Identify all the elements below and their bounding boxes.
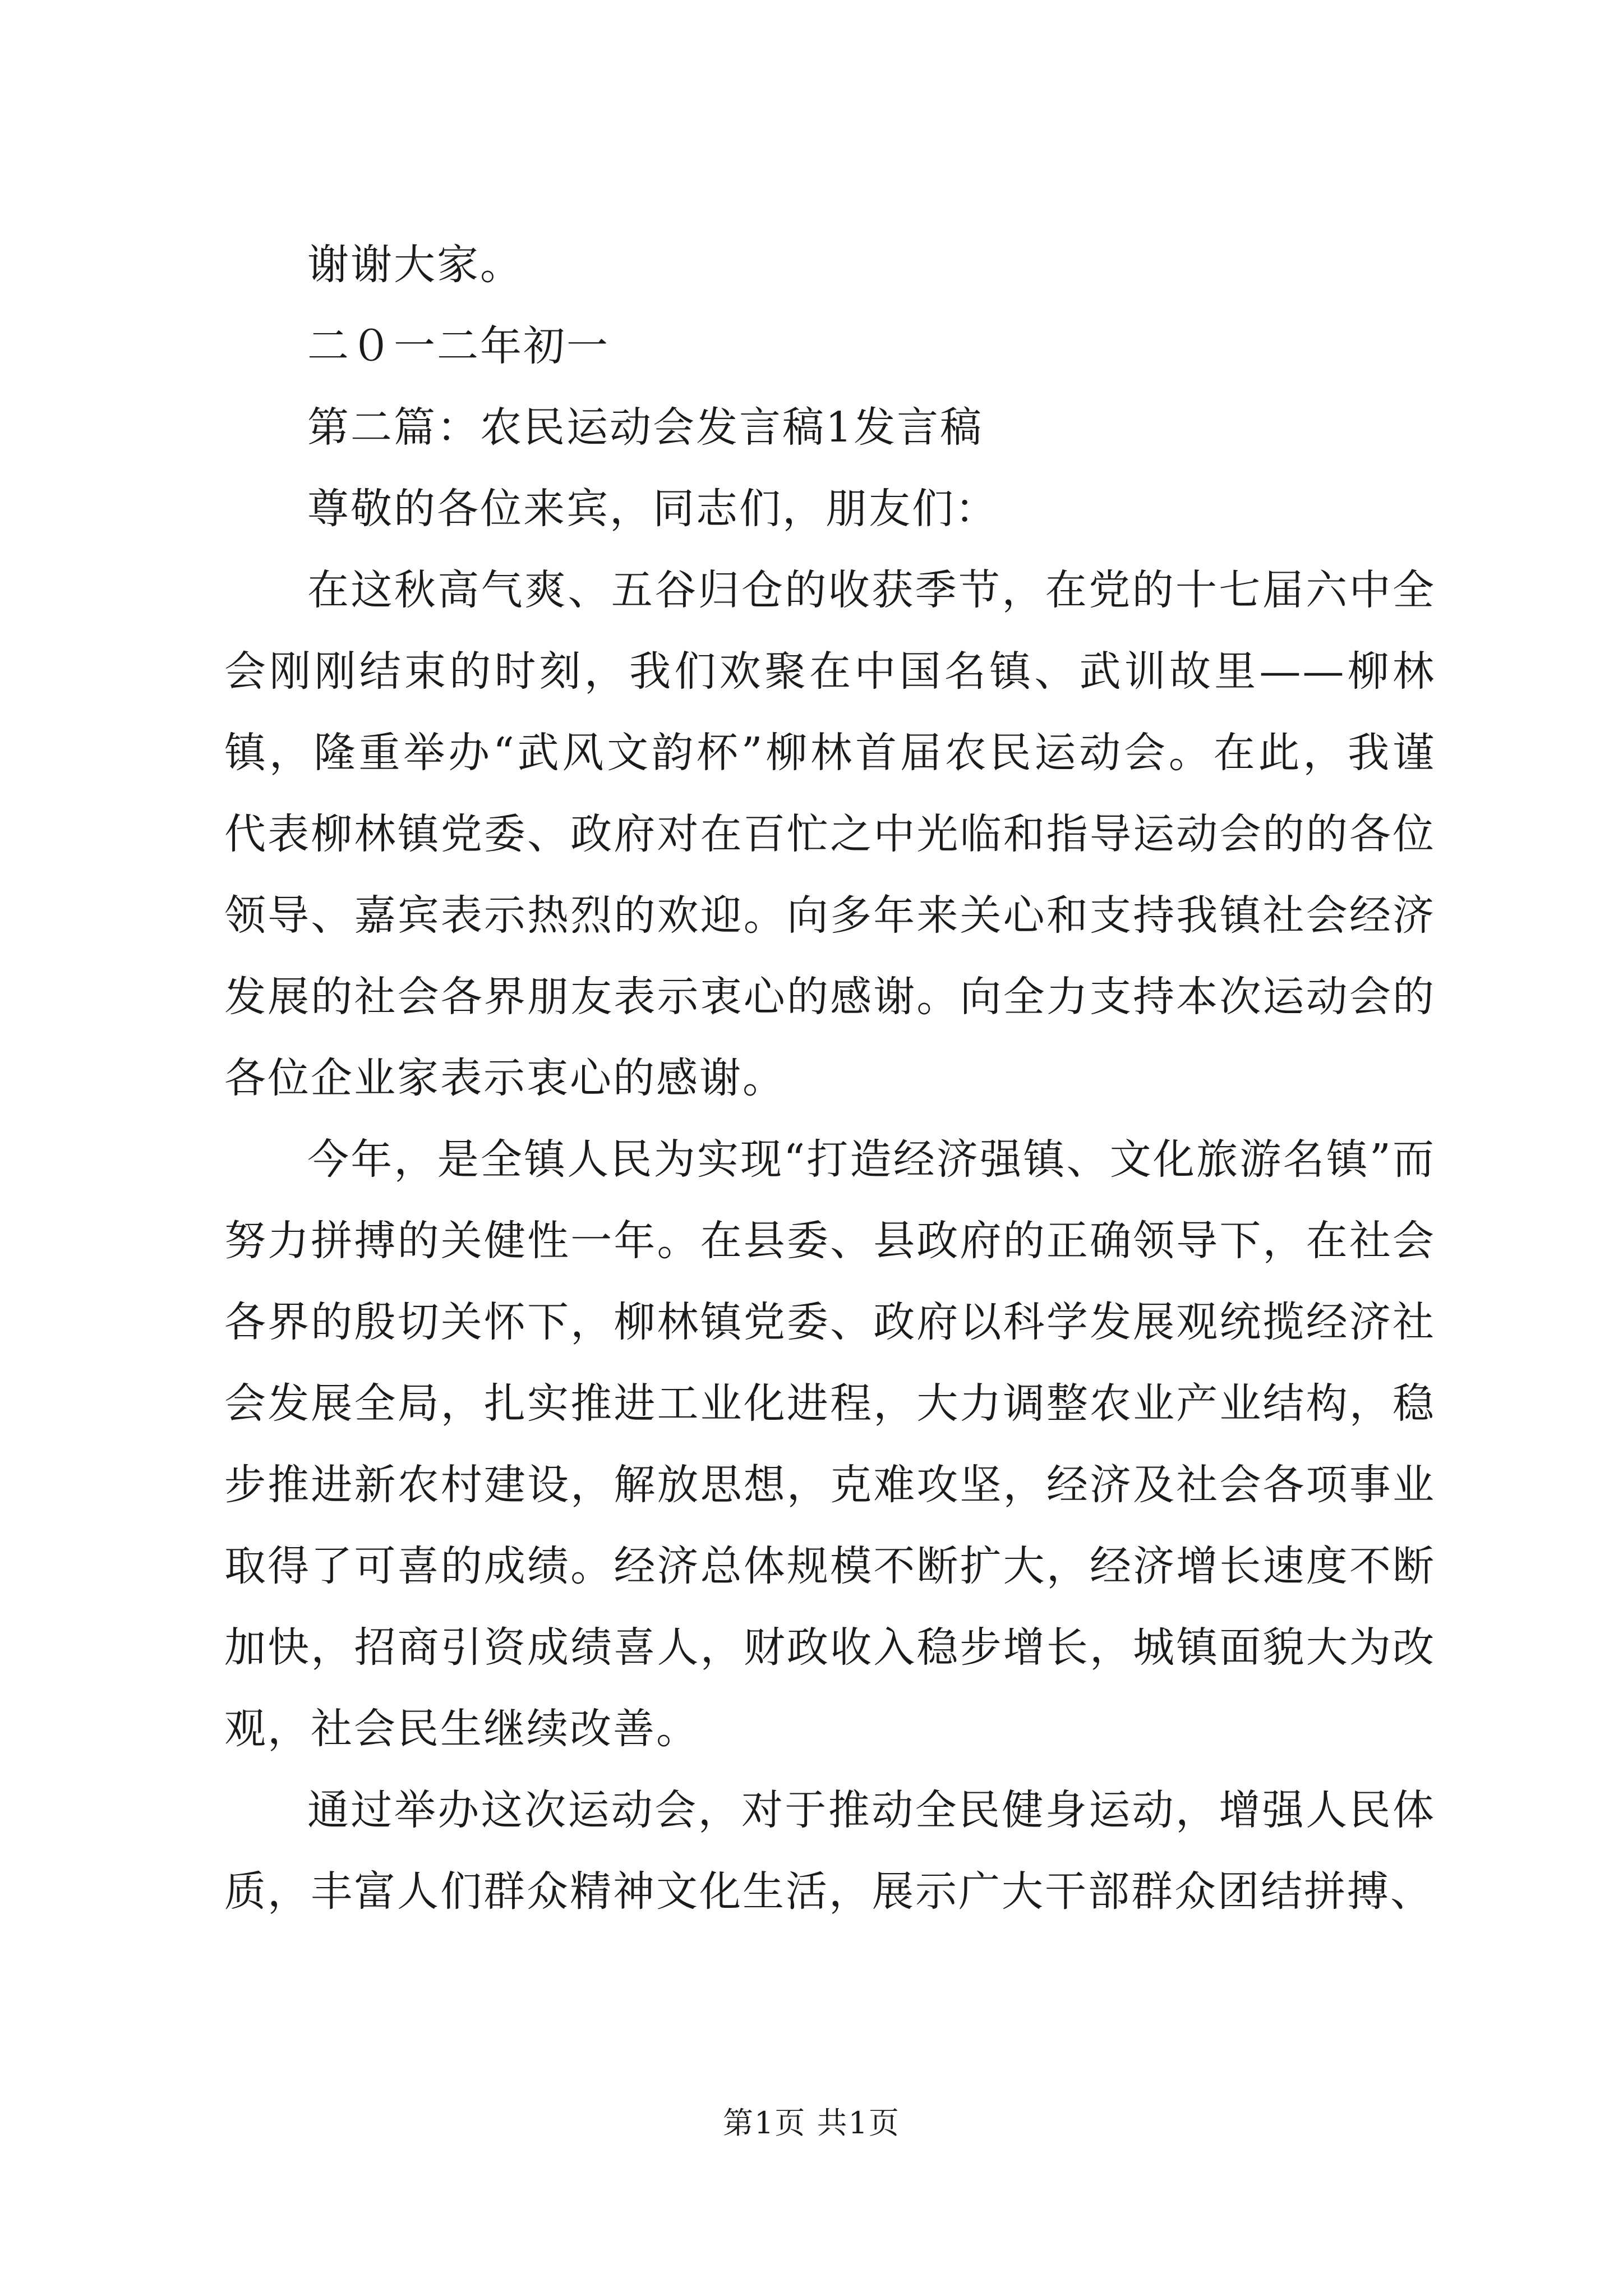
paragraph-salutation: 尊敬的各位来宾，同志们，朋友们：	[307, 485, 998, 533]
paragraph-significance: 通过举办这次运动会，对于推动全民健身运动，增强人民体质，丰富人们群众精神文化生活，展示广大干部群众团结拼搏、	[224, 1786, 1436, 1916]
document-body	[224, 224, 1436, 1932]
page-footer	[0, 2104, 1623, 2143]
paragraph-welcome: 在这秋高气爽、五谷归仓的收获季节，在党的十七届六中全会刚刚结束的时刻，我们欢聚在中国名镇、武训故里——柳林镇，隆重举办“武风文韵杯”柳林首届农民运动会。在此，我谨代表柳林镇党委、政府对在百忙之中光临和指导运动会的的各位领导、嘉宾表示热烈的欢迎。向多年来关心和支持我镇社会经济发展的社会各界朋友表示衷心的感谢。向全力支持本次运动会的各位企业家表示衷心的感谢。	[224, 566, 1436, 1102]
page-number-label: 第1页 共1页	[723, 2105, 900, 2141]
paragraph-thanks: 谢谢大家。	[307, 241, 523, 289]
paragraph-section-title: 第二篇：农民运动会发言稿1发言稿	[307, 403, 984, 452]
paragraph-achievements: 今年，是全镇人民为实现“打造经济强镇、文化旅游名镇”而努力拼搏的关健性一年。在县委、县政府的正确领导下，在社会各界的殷切关怀下，柳林镇党委、政府以科学发展观统揽经济社会发展全局，扎实推进工业化进程，大力调整农业产业结构，稳步推进新农村建设，解放思想，克难攻坚，经济及社会各项事业取得了可喜的成绩。经济总体规模不断扩大，经济增长速度不断加快，招商引资成绩喜人，财政收入稳步增长，城镇面貌大为改观，社会民生继续改善。	[224, 1135, 1436, 1753]
paragraph-date: 二０一二年初一	[307, 322, 610, 370]
